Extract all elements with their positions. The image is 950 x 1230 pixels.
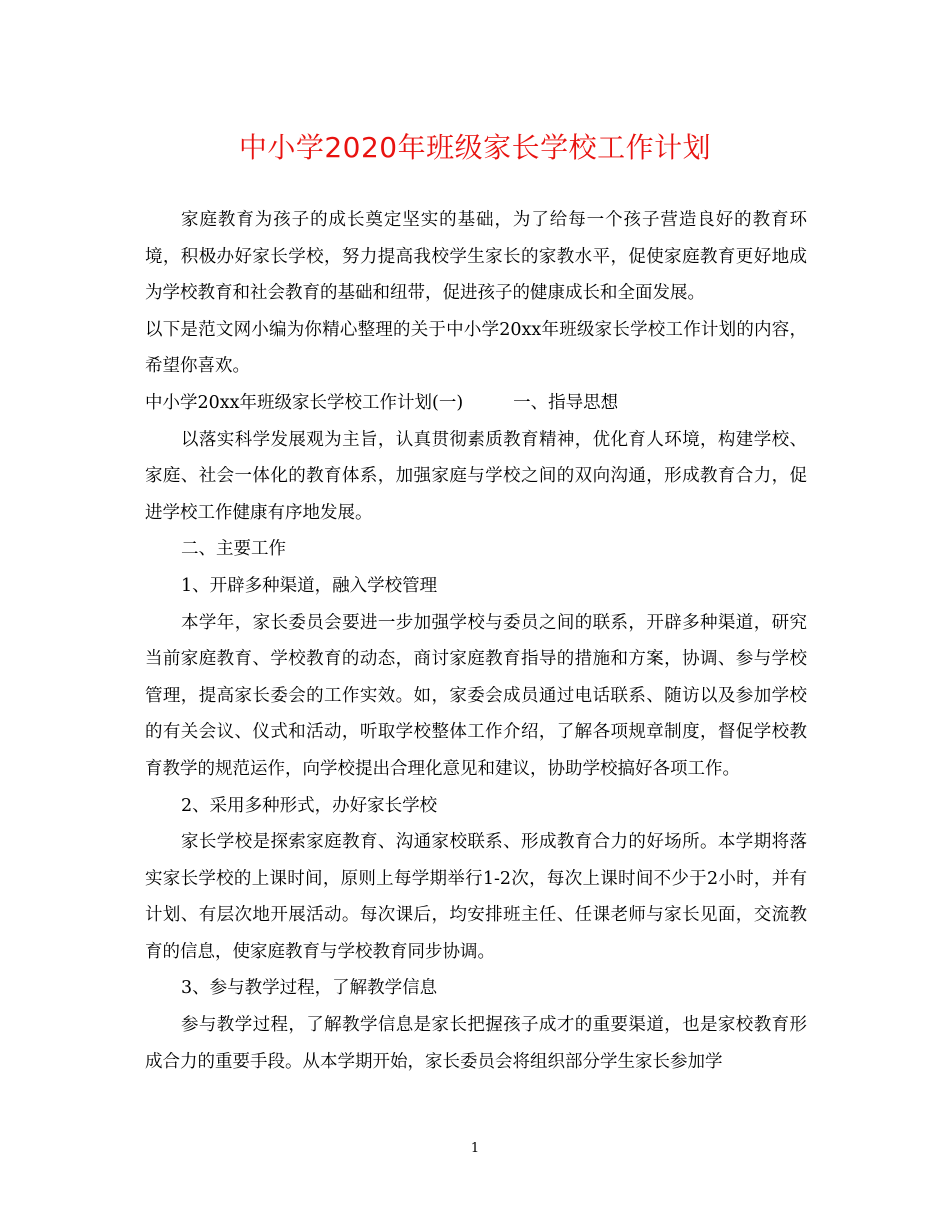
item-2-heading: 2、采用多种形式，办好家长学校 xyxy=(181,795,438,816)
page-number: 1 xyxy=(470,1141,480,1156)
intro-paragraph-2: 以下是范文网小编为你精心整理的关于中小学20xx年班级家长学校工作计划的内容，希望你喜欢。 xyxy=(145,319,807,377)
plan-heading-line xyxy=(145,385,807,422)
section-heading-main-work: 二、主要工作 xyxy=(181,539,286,560)
document-title: 中小学2020年班级家长学校工作计划 xyxy=(238,131,712,164)
intro-paragraph: 家庭教育为孩子的成长奠定坚实的基础，为了给每一个孩子营造良好的教育环境，积极办好家长学校，努力提高我校学生家长的家教水平，促使家庭教育更好地成为学校教育和社会教育的基础和纽带，促进孩子的健康成长和全面发展。 xyxy=(145,210,807,304)
plan-heading: 中小学20xx年班级家长学校工作计划(一) xyxy=(145,392,464,413)
section-1-paragraph: 以落实科学发展观为主旨，认真贯彻素质教育精神，优化育人环境，构建学校、家庭、社会一体化的教育体系，加强家庭与学校之间的双向沟通，形成教育合力，促进学校工作健康有序地发展。 xyxy=(145,429,807,523)
document-body xyxy=(145,202,807,1080)
item-3-paragraph: 参与教学过程，了解教学信息是家长把握孩子成才的重要渠道，也是家校教育形成合力的重要手段。从本学期开始，家长委员会将组织部分学生家长参加学 xyxy=(145,1015,807,1072)
section-heading-guiding-ideology: 一、指导思想 xyxy=(513,392,619,413)
item-3-heading: 3、参与教学过程，了解教学信息 xyxy=(181,978,438,999)
item-1-heading: 1、开辟多种渠道，融入学校管理 xyxy=(181,575,438,596)
item-1-paragraph: 本学年，家长委员会要进一步加强学校与委员之间的联系，开辟多种渠道，研究当前家庭教育、学校教育的动态，商讨家庭教育指导的措施和方案，协调、参与学校管理，提高家长委会的工作实效。如，家委会成员通过电话联系、随访以及参加学校的有关会议、仪式和活动，听取学校整体工作介绍，了解各项规章制度，督促学校教育教学的规范运作，向学校提出合理化意见和建议，协助学校搞好各项工作。 xyxy=(145,612,807,779)
item-2-paragraph: 家长学校是探索家庭教育、沟通家校联系、形成教育合力的好场所。本学期将落实家长学校的上课时间，原则上每学期举行1-2次，每次上课时间不少于2小时，并有计划、有层次地开展活动。每次课后，均安排班主任、任课老师与家长见面，交流教育的信息，使家庭教育与学校教育同步协调。 xyxy=(145,832,807,962)
